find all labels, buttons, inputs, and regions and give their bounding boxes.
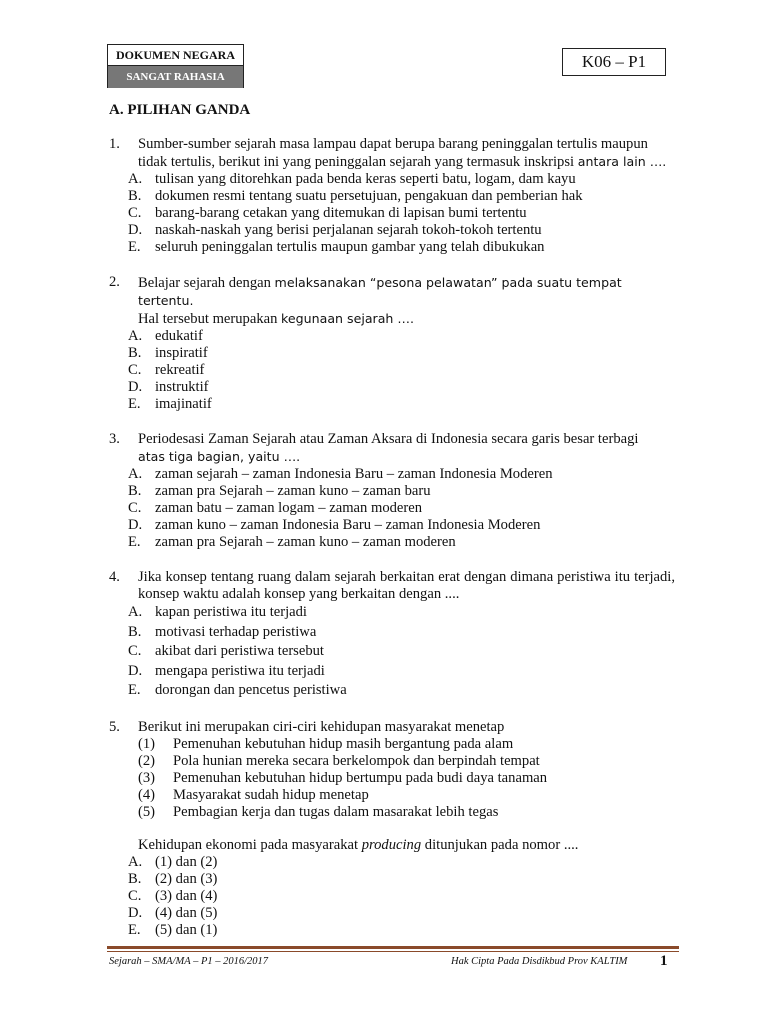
question-3 bbox=[109, 431, 675, 551]
option-a: A. edukatif bbox=[128, 328, 203, 344]
option-c: C. (3) dan (4) bbox=[128, 887, 218, 904]
question-number: 1. bbox=[109, 136, 120, 152]
question-number: 3. bbox=[109, 431, 120, 447]
option-b: B. zaman pra Sejarah – zaman kuno – zaman baru bbox=[128, 483, 431, 499]
option-e: E. dorongan dan pencetus peristiwa bbox=[128, 682, 347, 699]
question-number: 5. bbox=[109, 718, 120, 735]
question-stem: Jika konsep tentang ruang dalam sejarah berkaitan erat dengan dimana peristiwa itu terjadi, konsep waktu adalah konsep yang berkaitan dengan .... bbox=[138, 569, 675, 602]
option-b: B. motivasi terhadap peristiwa bbox=[128, 623, 317, 640]
exam-code: K06 – P1 bbox=[562, 48, 666, 76]
option-e: E. imajinatif bbox=[128, 396, 212, 412]
confidentiality-label: SANGAT RAHASIA bbox=[108, 66, 243, 88]
option-e: E. zaman pra Sejarah – zaman kuno – zaman moderen bbox=[128, 534, 456, 550]
option-c: C. zaman batu – zaman logam – zaman moderen bbox=[128, 500, 423, 516]
question-stem: Sumber-sumber sejarah masa lampau dapat berupa barang peninggalan tertulis maupun tidak tertulis, berikut ini yang peninggalan sejarah yang termasuk inskripsi antara lain …. bbox=[138, 136, 667, 170]
option-a: A. zaman sejarah – zaman Indonesia Baru – zaman Indonesia Moderen bbox=[128, 466, 553, 482]
footer-divider-thin bbox=[107, 951, 679, 952]
option-b: B. (2) dan (3) bbox=[128, 870, 218, 887]
section-title: A. PILIHAN GANDA bbox=[109, 102, 251, 118]
option-c: C. barang-barang cetakan yang ditemukan di lapisan bumi tertentu bbox=[128, 205, 527, 221]
option-d: D. instruktif bbox=[128, 379, 209, 395]
question-sub-stem: Kehidupan ekonomi pada masyarakat producing ditunjukan pada nomor .... bbox=[138, 836, 579, 853]
footer-divider bbox=[107, 946, 679, 949]
footer-copyright: Hak Cipta Pada Disdikbud Prov KALTIM bbox=[451, 956, 628, 967]
statement-4: (4) Masyarakat sudah hidup menetap bbox=[138, 786, 369, 803]
option-c: C. rekreatif bbox=[128, 362, 205, 378]
question-number: 4. bbox=[109, 569, 120, 585]
document-classification-box bbox=[107, 44, 244, 88]
page-number: 1 bbox=[660, 953, 668, 969]
question-stem: Belajar sejarah dengan melaksanakan “pesona pelawatan” pada suatu tempat tertentu. Hal tersebut merupakan kegunaan sejarah …. bbox=[138, 275, 622, 327]
option-d: D. zaman kuno – zaman Indonesia Baru – zaman Indonesia Moderen bbox=[128, 517, 541, 533]
question-4 bbox=[109, 569, 675, 701]
question-2 bbox=[109, 274, 675, 413]
option-d: D. naskah-naskah yang berisi perjalanan sejarah tokoh-tokoh tertentu bbox=[128, 222, 542, 238]
option-a: A. (1) dan (2) bbox=[128, 853, 218, 870]
option-e: E. (5) dan (1) bbox=[128, 921, 218, 938]
option-a: A. tulisan yang ditorehkan pada benda keras seperti batu, logam, dam kayu bbox=[128, 171, 576, 187]
document-label: DOKUMEN NEGARA bbox=[108, 45, 243, 66]
option-d: D. (4) dan (5) bbox=[128, 904, 218, 921]
option-e: E. seluruh peninggalan tertulis maupun gambar yang telah dibukukan bbox=[128, 239, 545, 255]
question-1 bbox=[109, 136, 675, 256]
question-number: 2. bbox=[109, 274, 120, 290]
question-5 bbox=[109, 719, 675, 939]
footer-subject: Sejarah – SMA/MA – P1 – 2016/2017 bbox=[109, 956, 269, 967]
question-stem: Periodesasi Zaman Sejarah atau Zaman Aksara di Indonesia secara garis besar terbagi atas tiga bagian, yaitu …. bbox=[138, 431, 639, 464]
option-c: C. akibat dari peristiwa tersebut bbox=[128, 643, 324, 660]
option-b: B. dokumen resmi tentang suatu persetujuan, pengakuan dan pemberian hak bbox=[128, 188, 583, 204]
option-a: A. kapan peristiwa itu terjadi bbox=[128, 604, 307, 620]
option-b: B. inspiratif bbox=[128, 345, 208, 361]
question-stem: Berikut ini merupakan ciri-ciri kehidupan masyarakat menetap bbox=[138, 718, 505, 735]
statement-2: (2) Pola hunian mereka secara berkelompok dan berpindah tempat bbox=[138, 752, 540, 769]
statement-3: (3) Pemenuhan kebutuhan hidup bertumpu pada budi daya tanaman bbox=[138, 769, 548, 786]
statement-5: (5) Pembagian kerja dan tugas dalam masarakat lebih tegas bbox=[138, 803, 499, 820]
question-list bbox=[109, 136, 675, 957]
option-d: D. mengapa peristiwa itu terjadi bbox=[128, 662, 325, 679]
statement-1: (1) Pemenuhan kebutuhan hidup masih bergantung pada alam bbox=[138, 735, 514, 752]
